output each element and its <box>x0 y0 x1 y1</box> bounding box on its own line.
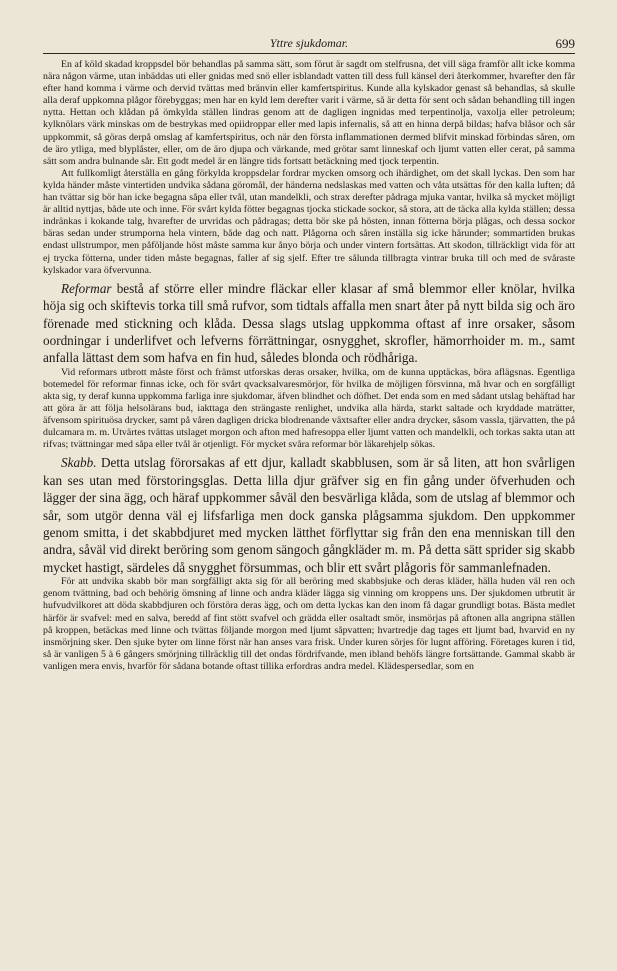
paragraph-frostbite-care: Att fullkomligt återställa en gång förkylda kroppsdelar fordrar mycken omsorg och ihärdighet, om det skall lyckas. Den som har kylda händer måste vintertiden undvika sådana göromål, der händerna nedslaskas med vatten och våta utsättas för den kalla luften; då han tvättar sig bör han icke begagna såpa eller tvål, utan mandelkli, och strax derefter pådraga mjuka vantar, hvilka så mycket möjligt är alltid nyttjas, både ute och inne. För svårt kylda fötter begagnas tjocka stickade sockor, så stora, att de täcka alla kylda ställen; dessa indränkas i kokande talg, hvarefter de urvridas och pådragas; detta bör ske på hösten, innan fötterna börja plågas, och dessa sockor bäras sedan under strumporna hela vintern, både dag och natt. Plågorna och såren inställa sig icke härunder; sommartiden brukas endast ullstrumpor, men påföljande höst måste samma kur ånyo börja och under vintern fortsättas. Att skodon, tillräckligt vida för att ej trycka fötterna, under tiden måste begagnas, faller af sig sjelf. Efter tre sålunda tillbragta vintrar bruka till och med de svåraste kylskador vara öfvervunna. <box>43 167 575 276</box>
paragraph-skabb-text: Detta utslag förorsakas af ett djur, kalladt skabblusen, som är så liten, att hon svårligen kan ses utan med förstoringsglas. Detta lilla djur gräfver sig en fin gång under öfverhuden och lägger der sina ägg, och häraf uppkommer såväl den besvärliga klåda, som de utslag af blemmor och sår, som utgör denna väl ej lifsfarliga men dock ganska plågsamma sjukdom. Den uppkommer genom smitta, i det skabbdjuret med mycken lätthet förflyttar sig från den ena menniskan till den andra, såväl vid direkt beröring som genom sängoch gångkläder m. m. På detta sätt sprider sig skabb mycket hastigt, särdeles då snygghet försummas, och blir ett svårt plågoris för sammanlefnaden. <box>43 455 575 575</box>
paragraph-skabb-intro <box>43 454 575 576</box>
paragraph-frostbite-treatment: En af köld skadad kroppsdel bör behandlas på samma sätt, som förut är sagdt om stelfrusna, det vill säga framför allt icke komma nära någon värme, utan inbäddas uti eller gnidas med snö eller isblandadt vatten till dess full känsel deri återkommer, hvarefter den får efter hand komma i värme och dervid tvättas med bränvin eller kamfertspiritus. Kunde alla kylskador genast så behandlas, så skulle alla deraf uppkomna plågor förebyggas; men har en kyld lem derefter varit i värme, så är detta för sent och sådan behandling till ingen nytta. Hettan och klådan på ömkylda ställen lindras genom att de dagligen ingnidas med terpentinolja, vaxolja eller petroleum; kylknölars värk minskas om de bestrykas med opiidroppar eller med lapis infernalis, så att en hinna derpå bildas; hafva blåsor och sår uppkommit, så göras derpå omslag af kamfertspiritus, och när den första inflammationen dermed blifvit minskad förbindas såren, om de äro ytliga, med blyplåster, eller, om de äro djupa och värkande, med grötar samt linneskaf och ljumt vatten eller cerat, på samma sätt som andra bulnande sår. Ett godt medel är en längre tids fortsatt betäckning med tjock terpentin. <box>43 59 575 167</box>
running-header <box>43 36 575 50</box>
paragraph-reformar-intro <box>43 280 575 367</box>
paragraph-skabb-treatment: För att undvika skabb bör man sorgfälligt akta sig för all beröring med skabbsjuke och deras kläder, hälla huden väl ren och genom tvättning, bad och behörig ömsning af linne och andra kläder lägga sig vinning om kroppens uns. Der sjukdomen utbrutit är hufvudvilkoret att döda skabbdjuren och förstöra deras ägg, och om detta lyckas kan den inom få dagar grundligt botas. Bästa medlet härför är svafvel: med en salva, beredd af fint stött svafvel och grädda eller osaltadt smör, insmörjas på aftonen alla angripna ställen på kroppen, betäckas med linne och tvättas följande morgon med ljumt såpvatten; hvartredje dag tages ett ljumt bad, hvarvid en ny insmörjning sker. Den sjuke byter om linne först när han anses vara frisk. Under kuren sörjes för lugnt afföring. Företages kuren i tid, så är vanligen 5 à 6 gångers smörjning tillräcklig till det ondas fördrifvande, men ibland behöfs längre fortsättande. Gammal skabb är vanligen mera envis, hvarför för sådana botande oftast tillika erfordras andra medel. Klädespersedlar, som en <box>43 576 575 672</box>
section-heading-reformar: Reformar <box>61 280 112 296</box>
paragraph-reformar-text: bestå af större eller mindre fläckar eller klasar af små blemmor eller knölar, hvilka höja sig och skiftevis torka till små rufvor, som tidtals affalla men snart åter på nytt bilda sig och äro förenade med stickning och klåda. Dessa slags utslag uppkomma oftast af inre orsaker, såsom oordningar i underlifvet och lefverns förrättningar, osnygghet, skrofler, hämorrhoider m. m., samt anfalla lättast dem som hafva en fin hud, således blonda och rödhåriga. <box>43 280 575 366</box>
page-body <box>43 59 575 673</box>
header-rule <box>43 53 575 54</box>
page-number: 699 <box>555 36 575 51</box>
paragraph-reformar-treatment: Vid reformars utbrott måste först och främst utforskas deras orsaker, hvilka, om de kunna upptäckas, böra aflägsnas. Egentliga botemedel för reformar finnas icke, och för svårt qvacksalvaresmörjor, för hvilka de möjligen försvinna, må hvar och en sorgfälligt akta sig, ty deraf kunna uppkomma farliga inre sjukdomar, äfven blindhet och döfhet. Det enda som en med sådant utslag behäftad har att göra är att följa helsolärans bud, iakttaga den strängaste renlighet, undvika alla härda, starkt saltade och kryddade maträtter, äfvensom spirituösa drycker, samt på våren dagligen dricka blodrenande växtsafter eller andra drycker, såsom vassla, tjärvatten, the på dulcamara m. m. Utvärtes tvättas utslaget morgon och afton med hafresoppa eller ljumt vatten och mandelkli, och torkas sakta utan att rifvas; tvättningar med såpa eller tvål är otjenligt. För mycket svåra reformar bör läkarehjelp sökas. <box>43 366 575 451</box>
running-title: Yttre sjukdomar. <box>269 36 349 50</box>
section-heading-skabb: Skabb. <box>61 455 97 471</box>
